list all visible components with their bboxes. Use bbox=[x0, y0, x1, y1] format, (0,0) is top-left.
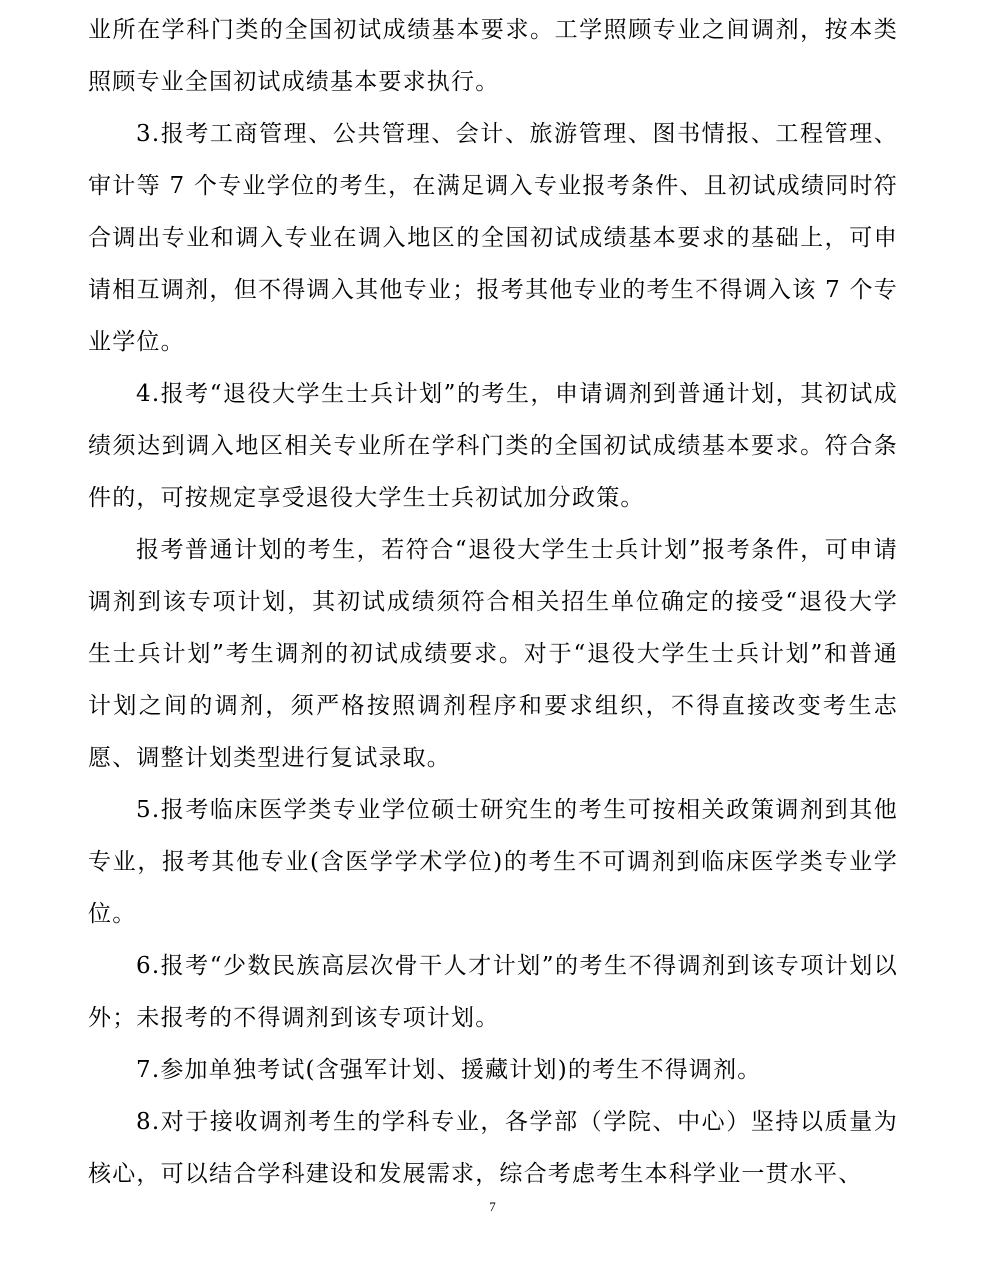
paragraph-item-3: 3.报考工商管理、公共管理、会计、旅游管理、图书情报、工程管理、审计等 7 个专业学位的考生，在满足调入专业报考条件、且初试成绩同时符合调出专业和调入专业在调入地区的全国初试成绩基本要求的基础上，可申请相互调剂，但不得调入其他专业；报考其他专业的考生不得调入该 7 个专业学位。 bbox=[88, 121, 898, 355]
page-number: 7 bbox=[489, 1199, 496, 1214]
paragraph-item-5: 5.报考临床医学类专业学位硕士研究生的考生可按相关政策调剂到其他专业，报考其他专业(含医学学术学位)的考生不可调剂到临床医学类专业学位。 bbox=[88, 797, 898, 927]
paragraph-item-8: 8.对于接收调剂考生的学科专业，各学部（学院、中心）坚持以质量为核心，可以结合学科建设和发展需求，综合考虑考生本科学业一贯水平、 bbox=[88, 1109, 898, 1187]
paragraph-item-7: 7.参加单独考试(含强军计划、援藏计划)的考生不得调剂。 bbox=[136, 1057, 762, 1083]
paragraph-continuation: 业所在学科门类的全国初试成绩基本要求。工学照顾专业之间调剂，按本类照顾专业全国初试成绩基本要求执行。 bbox=[88, 17, 898, 95]
paragraph-item-4: 4.报考“退役大学生士兵计划”的考生，申请调剂到普通计划，其初试成绩须达到调入地区相关专业所在学科门类的全国初试成绩基本要求。符合条件的，可按规定享受退役大学生士兵初试加分政策。 bbox=[88, 381, 898, 511]
paragraph-item-6: 6.报考“少数民族高层次骨干人才计划”的考生不得调剂到该专项计划以外；未报考的不得调剂到该专项计划。 bbox=[88, 953, 898, 1031]
paragraph-general-plan: 报考普通计划的考生，若符合“退役大学生士兵计划”报考条件，可申请调剂到该专项计划，其初试成绩须符合相关招生单位确定的接受“退役大学生士兵计划”考生调剂的初试成绩要求。对于“退役大学生士兵计划”和普通计划之间的调剂，须严格按照调剂程序和要求组织，不得直接改变考生志愿、调整计划类型进行复试录取。 bbox=[88, 537, 898, 771]
document-body bbox=[88, 4, 898, 1200]
